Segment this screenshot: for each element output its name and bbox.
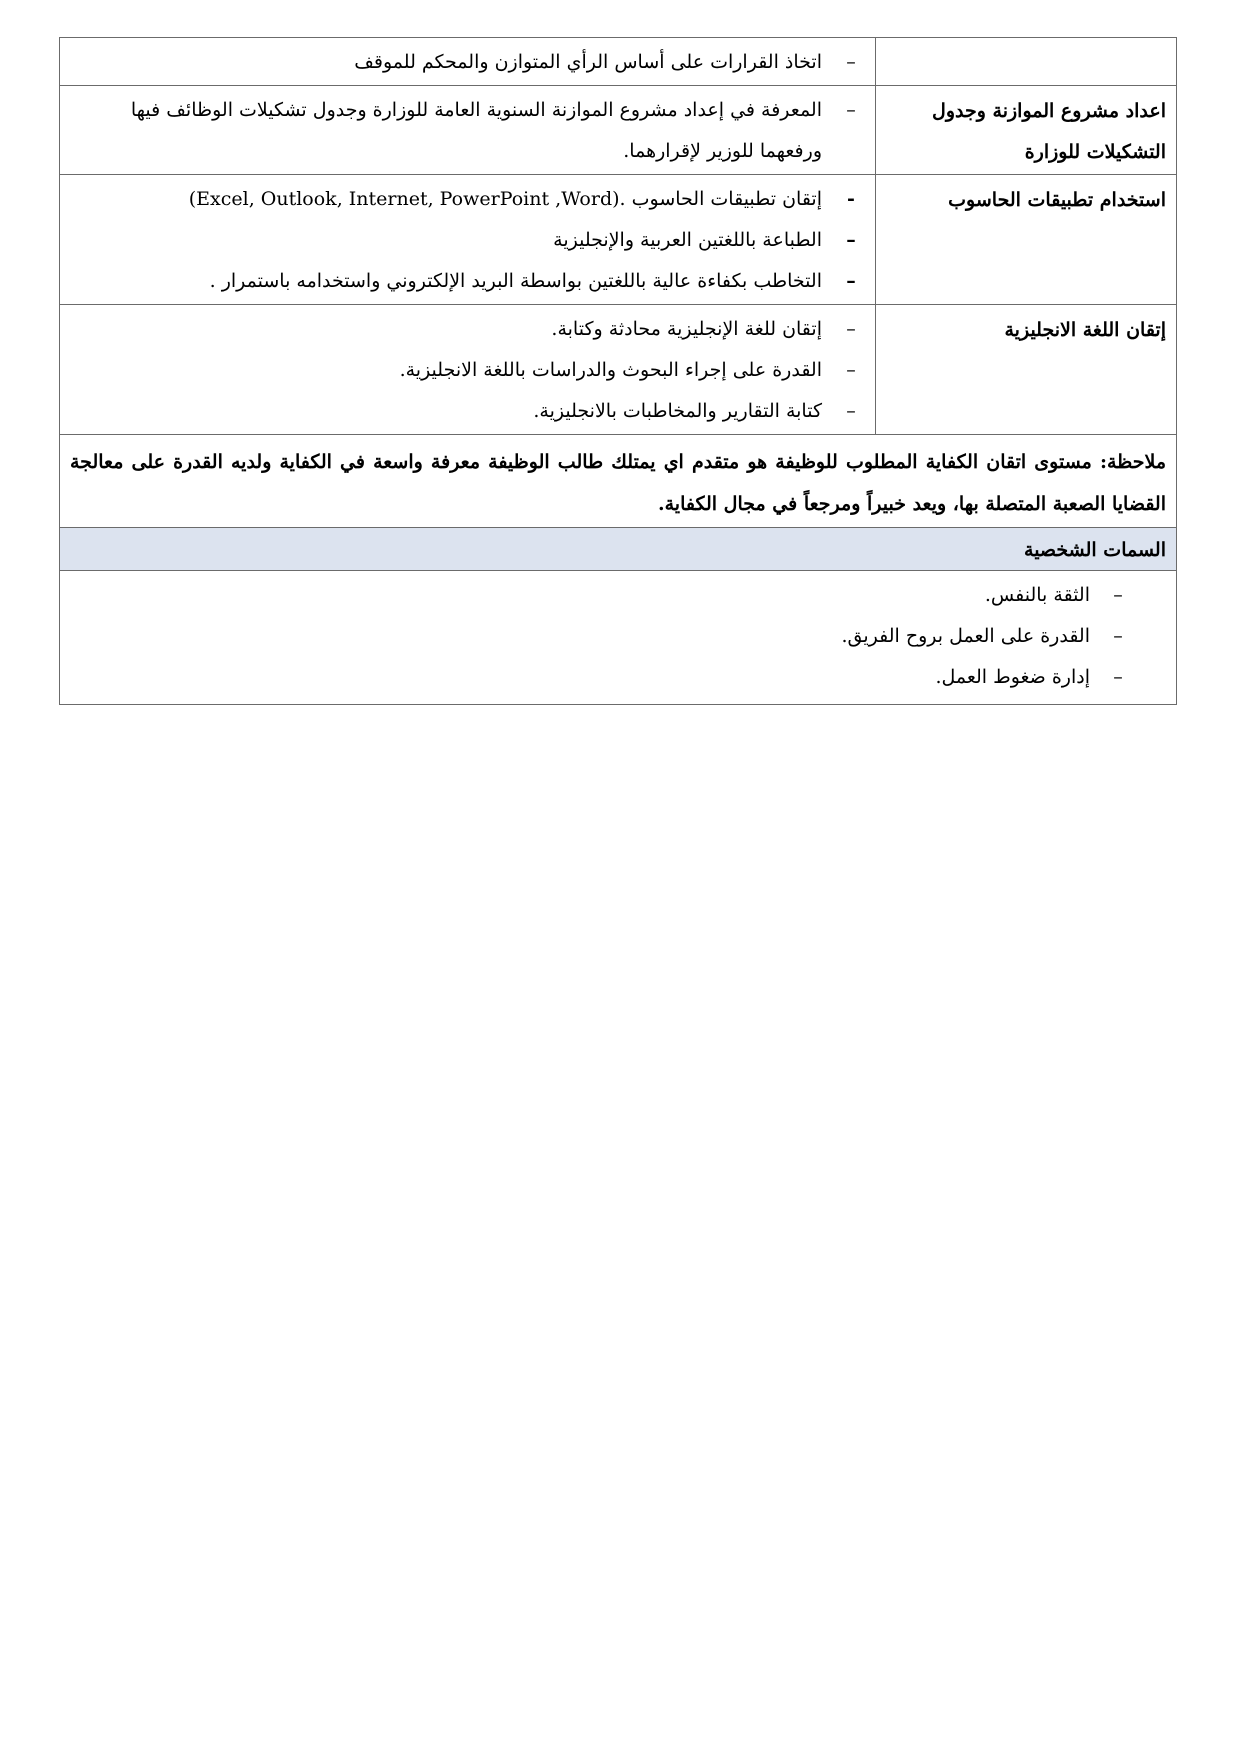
list-item	[60, 657, 1176, 698]
dash-bullet: –	[846, 51, 856, 73]
section-header: السمات الشخصية	[60, 528, 1177, 571]
dash-bullet: –	[846, 359, 856, 381]
list-item-text: الثقة بالنفس.	[984, 584, 1090, 606]
table-row	[60, 305, 1177, 435]
list-item	[98, 220, 875, 261]
competency-table	[59, 37, 1177, 705]
list-item-text: اتخاذ القرارات على أساس الرأي المتوازن والمحكم للموقف	[354, 51, 822, 73]
dash-bullet: –	[846, 400, 856, 422]
list-item	[98, 309, 875, 350]
dash-bullet: –	[846, 229, 856, 251]
competency-label: إتقان اللغة الانجليزية	[876, 305, 1177, 435]
list-item	[98, 42, 875, 83]
competency-details	[60, 86, 876, 175]
dash-bullet: –	[846, 318, 856, 340]
list-item-text: إتقان للغة الإنجليزية محادثة وكتابة.	[551, 318, 822, 340]
dash-bullet: –	[846, 270, 856, 292]
software-list: (Excel, Outlook, Internet, PowerPoint ,Word).	[188, 188, 626, 210]
list-item	[98, 261, 875, 302]
list-item-text: إدارة ضغوط العمل.	[935, 666, 1090, 688]
list-item-text: كتابة التقارير والمخاطبات بالانجليزية.	[533, 400, 822, 422]
table-row	[60, 38, 1177, 86]
table-row	[60, 435, 1177, 528]
competency-details	[60, 175, 876, 305]
list-item	[98, 391, 875, 432]
personal-traits	[60, 571, 1177, 705]
competency-label	[876, 38, 1177, 86]
dash-bullet: -	[847, 188, 855, 210]
document-page	[59, 37, 1177, 705]
dash-bullet: –	[1113, 666, 1123, 688]
dash-bullet: –	[1113, 584, 1123, 606]
list-item-text: إتقان تطبيقات الحاسوب	[631, 188, 822, 210]
list-item-text: القدرة على إجراء البحوث والدراسات باللغة الانجليزية.	[399, 359, 822, 381]
list-item-text: التخاطب بكفاءة عالية باللغتين بواسطة البريد الإلكتروني واستخدامه باستمرار .	[209, 270, 822, 292]
table-row	[60, 528, 1177, 571]
list-item	[60, 616, 1176, 657]
proficiency-note: ملاحظة: مستوى اتقان الكفاية المطلوب للوظيفة هو متقدم اي يمتلك طالب الوظيفة معرفة واسعة في الكفاية ولديه القدرة على معالجة القضايا الصعبة المتصلة بها، ويعد خبيراً ومرجعاً في مجال الكفاية.	[60, 435, 1177, 528]
table-row	[60, 175, 1177, 305]
list-item	[98, 350, 875, 391]
competency-details	[60, 38, 876, 86]
list-item-text: القدرة على العمل بروح الفريق.	[841, 625, 1090, 647]
competency-label: استخدام تطبيقات الحاسوب	[876, 175, 1177, 305]
list-item-text: المعرفة في إعداد مشروع الموازنة السنوية العامة للوزارة وجدول تشكيلات الوظائف فيها ورفعهما للوزير لإقرارهما.	[130, 99, 822, 162]
dash-bullet: –	[1113, 625, 1123, 647]
list-item	[60, 575, 1176, 616]
list-item-text: الطباعة باللغتين العربية والإنجليزية	[553, 229, 822, 251]
competency-details	[60, 305, 876, 435]
list-item	[98, 179, 875, 220]
table-row	[60, 571, 1177, 705]
dash-bullet: –	[846, 99, 856, 121]
list-item	[98, 90, 875, 172]
competency-label: اعداد مشروع الموازنة وجدول التشكيلات للوزارة	[876, 86, 1177, 175]
table-row	[60, 86, 1177, 175]
